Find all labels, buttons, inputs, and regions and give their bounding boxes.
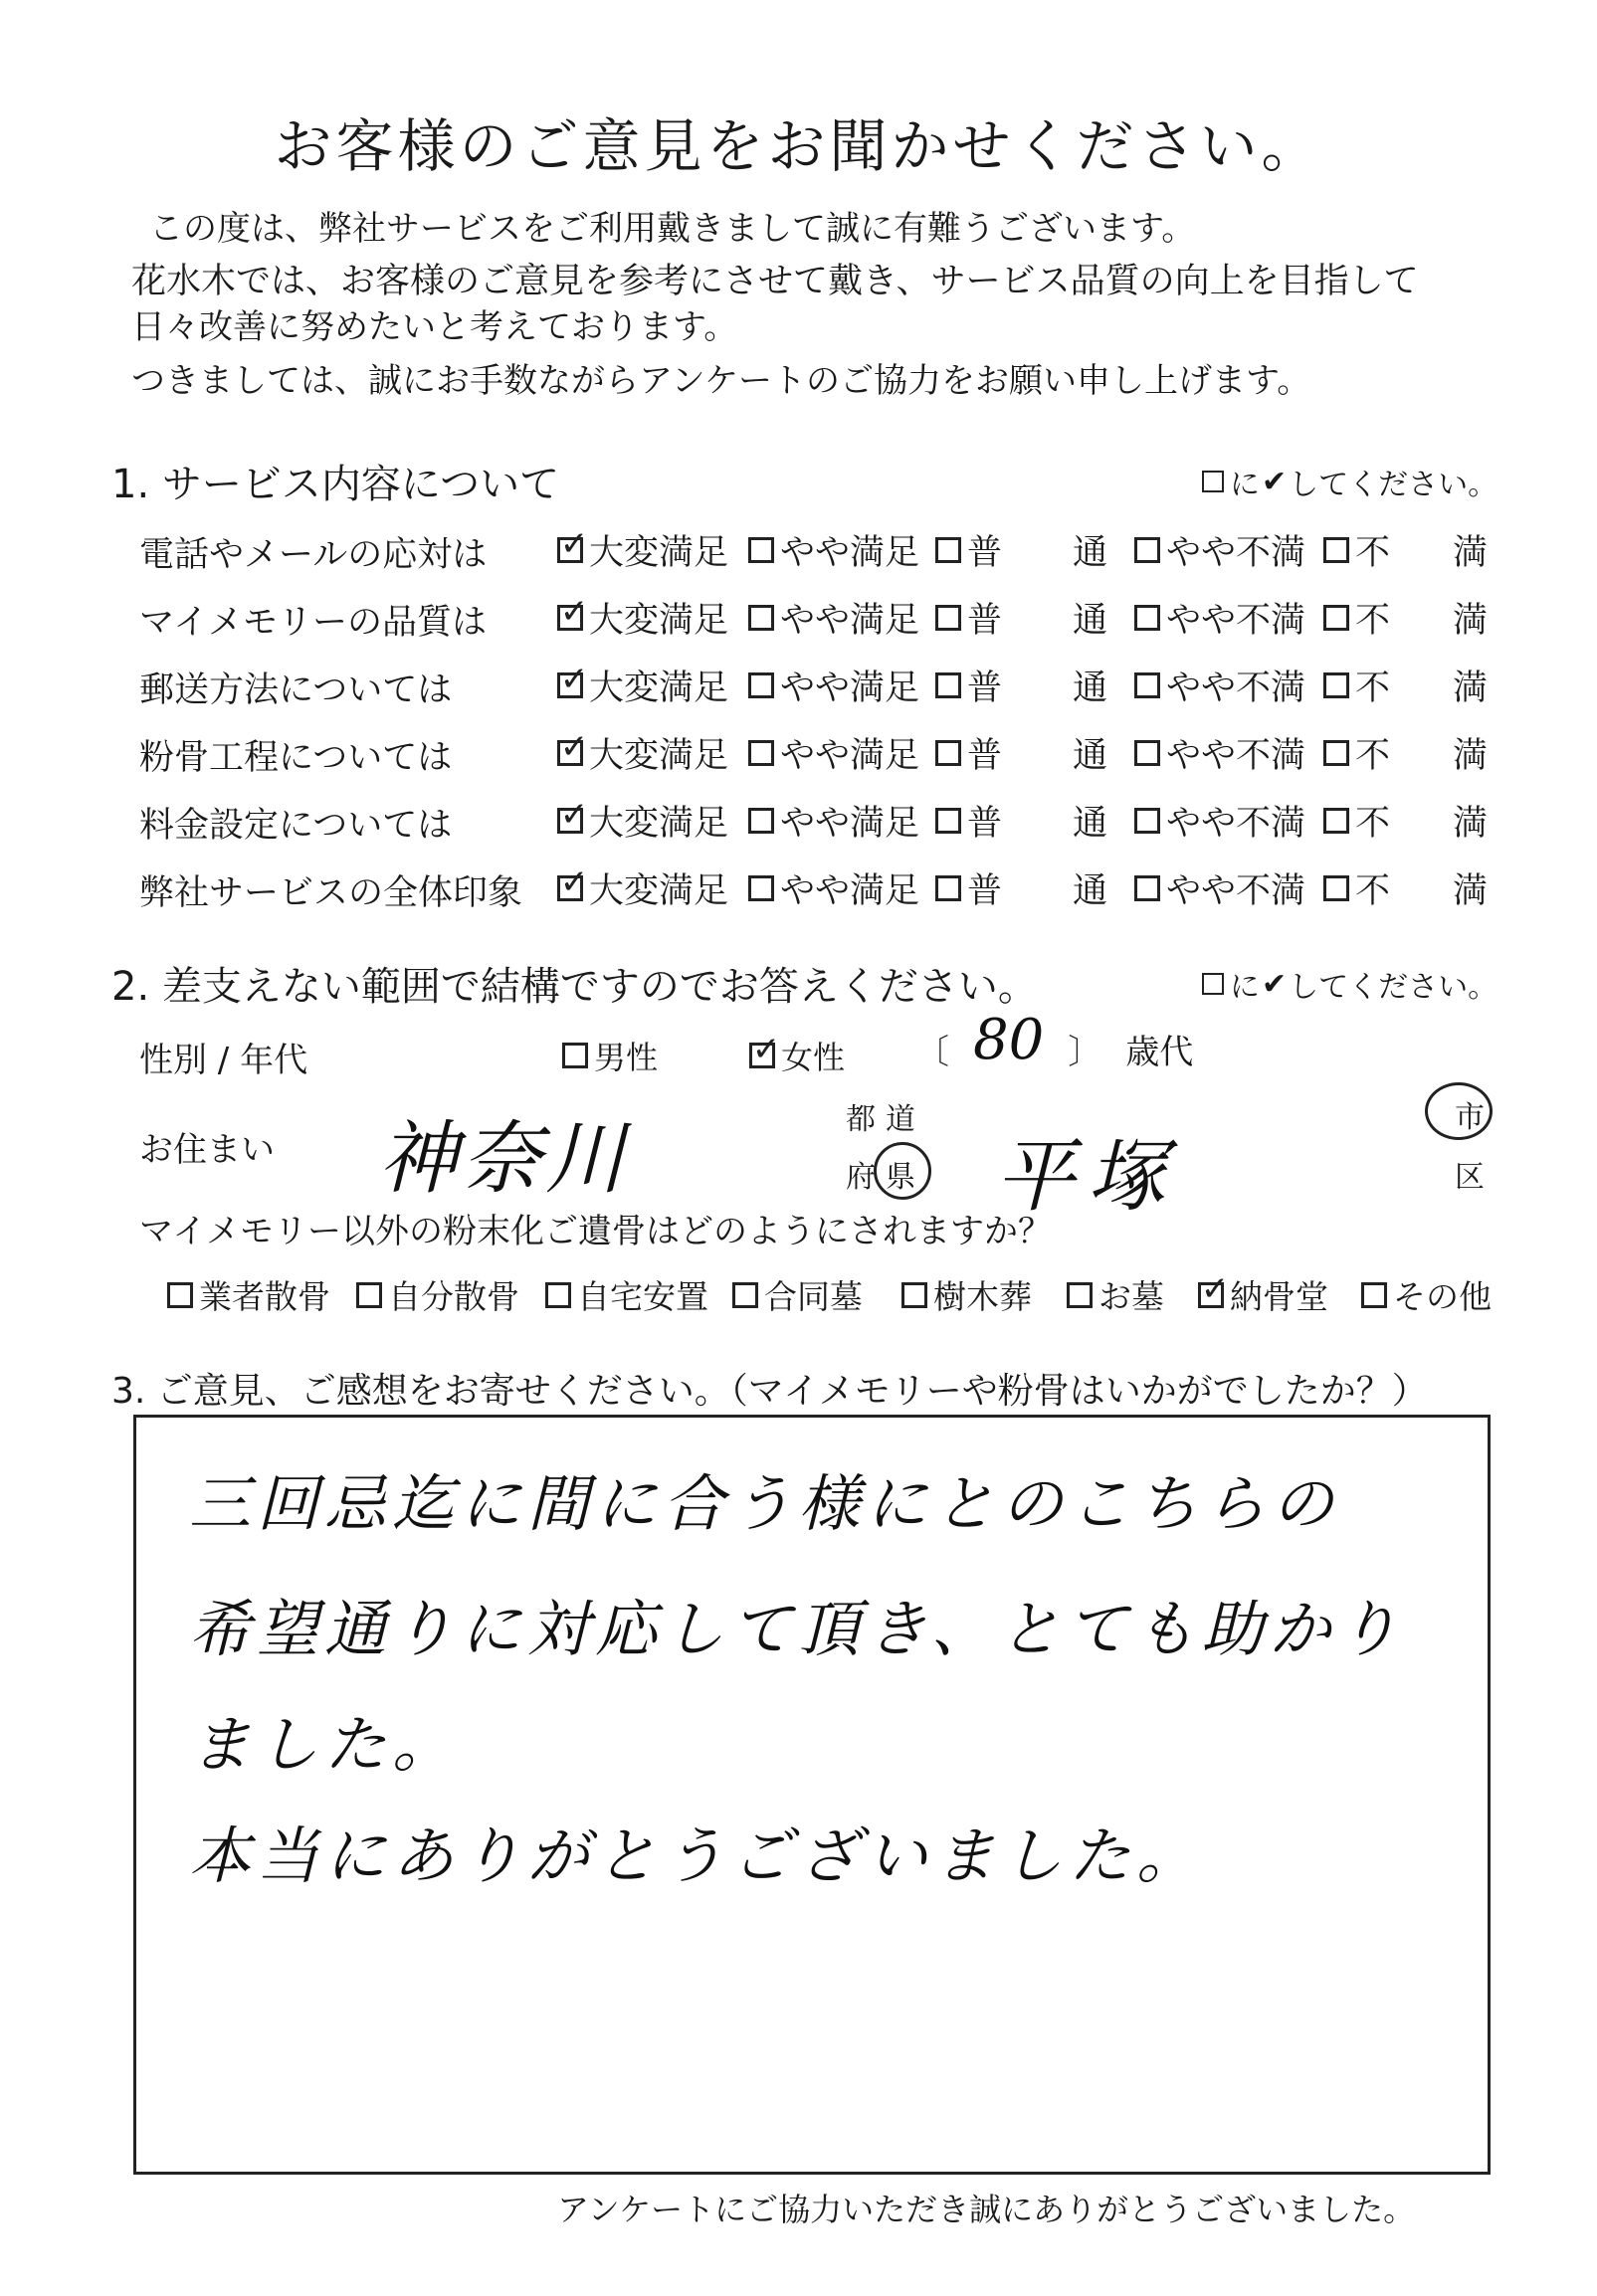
city-ku: 区 (1455, 1160, 1485, 1195)
hint-prefix: に (1230, 468, 1260, 502)
comment-line-3: ました。 (189, 1708, 461, 1781)
checkmark-icon: ✓ (559, 524, 589, 564)
rating-option-label: 普 (967, 871, 1003, 911)
female-checkbox[interactable] (749, 1030, 781, 1069)
pref-to: 都 (846, 1102, 876, 1137)
rating-checkbox[interactable] (1134, 605, 1160, 631)
rating-checkbox[interactable] (748, 537, 774, 563)
rating-option-somewhat-dissatisfied[interactable] (1134, 796, 1305, 846)
rating-option-label: やや満足 (780, 533, 920, 573)
rating-option-label: 大変満足 (589, 601, 729, 641)
remains-checkbox[interactable] (901, 1282, 927, 1308)
rating-option-label: 大変満足 (589, 804, 729, 844)
rating-checkbox[interactable] (557, 727, 589, 767)
rating-checkbox[interactable] (935, 875, 961, 901)
rating-checkbox[interactable] (935, 537, 961, 563)
address-label: お住まい (139, 1130, 275, 1170)
rating-option-label: 満 (1453, 533, 1489, 573)
rating-checkbox[interactable] (1323, 537, 1349, 563)
hint-suffix: してください。 (1289, 970, 1498, 1005)
rating-option-very-satisfied[interactable] (557, 525, 728, 575)
checkmark-icon: ✓ (1200, 1268, 1230, 1309)
city-value: 平塚 (995, 1130, 1178, 1223)
rating-row-label: 粉骨工程については (139, 738, 453, 778)
gender-age-label: 性別 / 年代 (139, 1041, 308, 1080)
rating-row-label: 料金設定については (139, 806, 453, 846)
remains-option-label: 自宅安置 (577, 1277, 708, 1316)
rating-checkbox[interactable] (935, 740, 961, 766)
remains-option-label: 自分散骨 (388, 1277, 519, 1316)
rating-checkbox[interactable] (1134, 740, 1160, 766)
intro-line-1: この度は、弊社サービスをご利用戴きまして誠に有難うございます。 (149, 209, 1196, 249)
rating-option-label: やや満足 (780, 804, 920, 844)
rating-row (139, 653, 1493, 716)
rating-option-dissatisfied-a[interactable] (1323, 796, 1390, 846)
intro-line-4: つきましては、誠にお手数ながらアンケートのご協力をお願い申し上げます。 (131, 361, 1311, 401)
rating-option-label: 通 (1073, 736, 1108, 776)
rating-option-neutral-b (1073, 863, 1107, 913)
section2-heading: 2. 差支えない範囲で結構ですのでお答えください。 (111, 964, 1038, 1010)
rating-option-very-satisfied[interactable] (557, 728, 728, 778)
rating-option-label: 大変満足 (589, 533, 729, 573)
remains-option-label: その他 (1393, 1277, 1492, 1316)
rating-checkbox[interactable] (1134, 672, 1160, 698)
rating-checkbox[interactable] (1323, 875, 1349, 901)
rating-option-label: 満 (1453, 804, 1489, 844)
rating-checkbox[interactable] (935, 672, 961, 698)
footer-thanks: アンケートにご協力いただき誠にありがとうございました。 (557, 2191, 1416, 2228)
checkmark-icon: ✓ (559, 727, 589, 767)
remains-option-label: 樹木葬 (933, 1277, 1032, 1316)
rating-option-label: 大変満足 (589, 871, 729, 911)
rating-row (139, 788, 1493, 852)
rating-option-dissatisfied-b (1453, 728, 1488, 778)
rating-checkbox[interactable] (557, 660, 589, 699)
rating-option-label: やや不満 (1166, 533, 1306, 573)
rating-checkbox[interactable] (935, 808, 961, 834)
remains-option[interactable] (1067, 1271, 1164, 1318)
rating-option-label: 不 (1355, 804, 1391, 844)
pref-selection-circle (874, 1142, 931, 1200)
rating-option-label: 通 (1073, 533, 1108, 573)
rating-option-label: やや不満 (1166, 736, 1306, 776)
female-option[interactable] (749, 1030, 846, 1078)
rating-option-very-satisfied[interactable] (557, 796, 728, 846)
female-label: 女性 (781, 1039, 846, 1076)
rating-option-label: 満 (1453, 601, 1489, 641)
rating-option-label: やや満足 (780, 669, 920, 708)
age-bracket-open: 〔 (915, 1033, 949, 1072)
remains-checkbox[interactable] (356, 1282, 382, 1308)
rating-option-label: 不 (1355, 601, 1391, 641)
checkmark-icon: ✓ (751, 1030, 781, 1069)
rating-option-somewhat-dissatisfied[interactable] (1134, 525, 1305, 575)
rating-option-neutral-a[interactable] (935, 661, 1002, 710)
age-suffix: 歳代 (1125, 1033, 1194, 1072)
rating-option-label: 不 (1355, 736, 1391, 776)
remains-option[interactable] (1198, 1268, 1328, 1318)
rating-option-label: 満 (1453, 669, 1489, 708)
rating-option-dissatisfied-a[interactable] (1323, 593, 1390, 643)
rating-checkbox[interactable] (748, 605, 774, 631)
checkmark-icon: ✔ (1262, 966, 1288, 1002)
checkmark-icon: ✓ (559, 660, 589, 699)
remains-option[interactable] (901, 1271, 1032, 1318)
rating-option-dissatisfied-b (1453, 593, 1488, 643)
rating-option-somewhat-satisfied[interactable] (748, 593, 919, 643)
remains-option-label: 納骨堂 (1230, 1277, 1328, 1316)
rating-option-somewhat-dissatisfied[interactable] (1134, 863, 1305, 913)
rating-option-somewhat-dissatisfied[interactable] (1134, 728, 1305, 778)
rating-option-label: やや満足 (780, 601, 920, 641)
intro-line-3: 日々改善に努めたいと考えております。 (131, 307, 738, 347)
city-selection-circle (1425, 1082, 1493, 1140)
rating-option-label: やや満足 (780, 736, 920, 776)
rating-option-label: 通 (1073, 601, 1108, 641)
rating-option-somewhat-satisfied[interactable] (748, 525, 919, 575)
hint-box-icon (1202, 973, 1224, 995)
rating-checkbox[interactable] (1323, 605, 1349, 631)
rating-option-somewhat-dissatisfied[interactable] (1134, 593, 1305, 643)
section3-heading: 3. ご意見、ご感想をお寄せください。（マイメモリーや粉骨はいかがでしたか？） (111, 1371, 1428, 1412)
rating-checkbox[interactable] (1134, 537, 1160, 563)
rating-row (139, 720, 1493, 784)
checkmark-icon: ✓ (559, 862, 589, 902)
rating-option-somewhat-satisfied[interactable] (748, 796, 919, 846)
section1-heading: 1. サービス内容について (111, 462, 560, 507)
remains-checkbox[interactable] (732, 1282, 758, 1308)
check-hint-2 (1202, 962, 1497, 1006)
rating-row (139, 585, 1493, 649)
age-bracket-close: 〕 (1068, 1033, 1102, 1072)
rating-option-very-satisfied[interactable] (557, 863, 728, 913)
rating-row (139, 856, 1493, 919)
rating-option-label: 不 (1355, 533, 1391, 573)
rating-option-label: 満 (1453, 736, 1489, 776)
rating-checkbox[interactable] (557, 524, 589, 564)
rating-option-dissatisfied-b (1453, 796, 1488, 846)
rating-option-somewhat-dissatisfied[interactable] (1134, 661, 1305, 710)
remains-checkbox[interactable] (1361, 1282, 1387, 1308)
remains-checkbox[interactable] (545, 1282, 571, 1308)
rating-option-label: 普 (967, 601, 1003, 641)
rating-option-label: 不 (1355, 669, 1391, 708)
rating-option-neutral-b (1073, 796, 1107, 846)
rating-checkbox[interactable] (1134, 875, 1160, 901)
intro-line-2: 花水木では、お客様のご意見を参考にさせて戴き、サービス品質の向上を目指して (131, 262, 1419, 301)
comment-line-4: 本当にありがとうございました。 (189, 1819, 1205, 1892)
rating-option-neutral-a[interactable] (935, 525, 1002, 575)
remains-question: マイメモリー以外の粉末化ご遺骨はどのようにされますか？ (139, 1212, 1052, 1251)
rating-row-label: 郵送方法については (139, 670, 453, 710)
rating-option-very-satisfied[interactable] (557, 661, 728, 710)
rating-option-somewhat-satisfied[interactable] (748, 728, 919, 778)
rating-option-dissatisfied-a[interactable] (1323, 863, 1390, 913)
remains-option[interactable] (1361, 1271, 1492, 1318)
rating-option-neutral-a[interactable] (935, 796, 1002, 846)
checkmark-icon: ✓ (559, 795, 589, 835)
rating-row-label: 電話やメールの応対は (139, 535, 488, 575)
rating-option-somewhat-satisfied[interactable] (748, 863, 919, 913)
rating-checkbox[interactable] (557, 862, 589, 902)
rating-checkbox[interactable] (748, 740, 774, 766)
remains-option[interactable] (732, 1271, 863, 1318)
rating-option-label: 普 (967, 669, 1003, 708)
rating-option-label: やや満足 (780, 871, 920, 911)
rating-row-label: マイメモリーの品質は (139, 603, 487, 643)
male-option[interactable] (562, 1033, 658, 1078)
rating-checkbox[interactable] (557, 795, 589, 835)
remains-option-label: 業者散骨 (199, 1277, 330, 1316)
rating-option-neutral-b (1073, 661, 1107, 710)
remains-options (167, 1268, 1500, 1321)
rating-checkbox[interactable] (935, 605, 961, 631)
rating-option-somewhat-satisfied[interactable] (748, 661, 919, 710)
hint-prefix: に (1230, 970, 1260, 1005)
rating-option-neutral-a[interactable] (935, 728, 1002, 778)
rating-option-label: 通 (1073, 669, 1108, 708)
rating-option-label: 普 (967, 533, 1003, 573)
pref-fu: 府 (846, 1160, 876, 1195)
checkmark-icon: ✔ (1262, 464, 1288, 499)
rating-option-label: やや不満 (1166, 804, 1306, 844)
male-label: 男性 (594, 1039, 659, 1076)
rating-option-label: 通 (1073, 871, 1108, 911)
checkmark-icon: ✓ (559, 592, 589, 632)
pref-ken: 県 (886, 1160, 915, 1195)
hint-suffix: してください。 (1289, 468, 1498, 502)
rating-option-label: やや不満 (1166, 669, 1306, 708)
rating-option-dissatisfied-b (1453, 661, 1488, 710)
remains-checkbox[interactable] (167, 1282, 193, 1308)
rating-option-label: 通 (1073, 804, 1108, 844)
page-title: お客様のご意見をお聞かせください。 (274, 112, 1323, 180)
comment-line-2: 希望通りに対応して頂き、とても助かり (189, 1593, 1405, 1665)
rating-checkbox[interactable] (748, 808, 774, 834)
prefecture-value: 神奈川 (378, 1112, 629, 1205)
remains-option[interactable] (167, 1271, 330, 1318)
rating-option-label: 大変満足 (589, 669, 729, 708)
rating-option-label: やや不満 (1166, 601, 1306, 641)
hint-box-icon (1202, 471, 1224, 492)
rating-option-label: 普 (967, 804, 1003, 844)
rating-option-dissatisfied-a[interactable] (1323, 728, 1390, 778)
rating-option-neutral-a[interactable] (935, 863, 1002, 913)
rating-option-label: 満 (1453, 871, 1489, 911)
rating-option-neutral-b (1073, 525, 1107, 575)
rating-checkbox[interactable] (1323, 808, 1349, 834)
remains-option-label: 合同墓 (764, 1277, 863, 1316)
rating-option-neutral-b (1073, 593, 1107, 643)
rating-option-label: やや不満 (1166, 871, 1306, 911)
rating-option-label: 大変満足 (589, 736, 729, 776)
rating-option-neutral-a[interactable] (935, 593, 1002, 643)
check-hint-1 (1202, 460, 1497, 503)
rating-checkbox[interactable] (1323, 740, 1349, 766)
rating-option-dissatisfied-a[interactable] (1323, 661, 1390, 710)
age-field[interactable] (915, 1008, 1194, 1073)
comment-line-1: 三回忌迄に間に合う様にとのこちらの (189, 1467, 1340, 1540)
remains-checkbox[interactable] (1067, 1282, 1093, 1308)
rating-checkbox[interactable] (748, 875, 774, 901)
rating-checkbox[interactable] (557, 592, 589, 632)
rating-option-very-satisfied[interactable] (557, 593, 728, 643)
remains-option[interactable] (545, 1271, 708, 1318)
rating-option-dissatisfied-b (1453, 525, 1488, 575)
rating-option-dissatisfied-b (1453, 863, 1488, 913)
rating-row (139, 517, 1493, 581)
pref-do: 道 (886, 1102, 915, 1137)
male-checkbox[interactable] (562, 1043, 588, 1068)
rating-row-label: 弊社サービスの全体印象 (139, 873, 523, 913)
rating-checkbox[interactable] (1323, 672, 1349, 698)
rating-checkbox[interactable] (1134, 808, 1160, 834)
city-shi: 市 (1455, 1100, 1485, 1135)
rating-checkbox[interactable] (748, 672, 774, 698)
remains-option-label: お墓 (1098, 1277, 1164, 1316)
rating-option-dissatisfied-a[interactable] (1323, 525, 1390, 575)
rating-option-label: 普 (967, 736, 1003, 776)
remains-option[interactable] (356, 1271, 519, 1318)
rating-option-label: 不 (1355, 871, 1391, 911)
remains-checkbox[interactable] (1198, 1268, 1230, 1309)
rating-option-neutral-b (1073, 728, 1107, 778)
age-value: 80 (973, 1008, 1045, 1072)
